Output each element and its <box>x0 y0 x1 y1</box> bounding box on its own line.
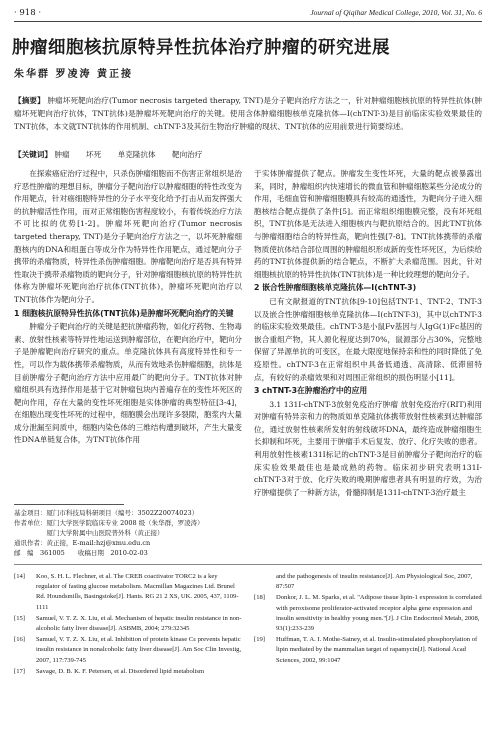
paragraph: 3.1 131I-chTNT-3放射免疫治疗肿瘤 放射免疫治疗(RIT)利用对肿瘤有特异亲和力的物质如单克隆抗体携带放射性核素到达肿瘤部位，通过放射性核素所发射的射线破坏DNA，最终造成肿瘤细胞生长抑制和坏死，主要用于肿瘤手术后复发、放疗、化疗失败的患者。利用放射性核素131I标记的chTNT-3是目前肿瘤分子靶向治疗的临床实验效果最佳也是最成熟的药物。临床初步研究表明131I-chTNT-3对于放、化疗失败的晚期肿瘤患者具有明显的疗效，为治疗肿瘤提供了一种新方法，骨髓抑制是131I-chTNT-3治疗最主 <box>254 399 482 497</box>
reference-number: [17] <box>14 667 25 675</box>
reference-text: Samuel, V. T. Z. X. Liu, et al. Mechanism of hepatic insulin resistance in non-alcoholic fatty liver disease[J]. ASBMB, 2004; 279:32345 <box>36 614 242 633</box>
reference-item <box>14 667 242 677</box>
reference-text: Donkor, J. L. M. Sparks, et al. "Adipose tissue lipin-1 expression is correlated with peroxisome proliferator-activated receptor alpha gene expression and insulin sensitivity in healthy young men."[J]. J Clin Endocrinol Metab, 2008, 93(1):233-239 <box>276 594 482 633</box>
paragraph: 已有文献报道的TNT抗体[9-10]包括TNT-1、TNT-2、TNT-3以及嵌合性肿瘤细胞核单克隆抗体—I(chTNT-3)，其中以chTNT-3的临床实验效果最佳。chTNT-3是小鼠Fv基因与人IgG(1)Fc基因的嵌合重组产物，其人源化程度达到70%，鼠源部分占30%，完整地保留了异源单抗的可变区，在最大限度地保持亲和性的同时降低了免疫原性。chTNT-3在正常组织中具备低通透、高清除、低滞留特点，有较好的杀瘤效果和对周围正常组织的损伤明显小[11]。 <box>254 296 482 382</box>
section-heading: 3 chTNT-3在肿瘤治疗中的应用 <box>254 386 368 396</box>
references-left <box>14 572 242 678</box>
reference-number: [14] <box>14 573 25 580</box>
body-column-right <box>254 168 482 499</box>
footnote-rule <box>14 504 124 505</box>
journal-header: Journal of Qiqihar Medical College, 2010, Vol. 31, No. 6 <box>310 8 482 17</box>
reference-number: [18] <box>254 594 265 602</box>
keywords <box>14 149 482 160</box>
abstract-label: 【摘要】 <box>14 96 45 105</box>
reference-item <box>14 614 242 634</box>
reference-text: Savage, D. B. K. F. Petersen, et al. Disordered lipid metabolism <box>36 667 205 675</box>
reference-item <box>254 593 482 634</box>
keywords-label: 【关键词】 <box>14 150 52 159</box>
reference-text: Huffman, T. A. I. Mothe-Satney, et al. Insulin-stimulated phosphorylation of lipin mediated by the mammalian target of rapamycin[J]. National Acad Sciences, 2002, 99:1047 <box>276 636 478 664</box>
section-heading: 2 嵌合性肿瘤细胞核单克隆抗体—I(chTNT-3) <box>254 283 417 293</box>
section-heading: 1 细胞核抗原特异性抗体(TNT抗体)是肿瘤坏死靶向治疗的关键 <box>14 308 234 318</box>
authors: 朱华群 罗凌涛 黄正接 <box>14 69 133 80</box>
footnote-line: 基金项目：厦门市科技局科研项目（编号：3502Z20074023） <box>14 509 199 517</box>
keyword: 坏死 <box>86 150 102 159</box>
reference-number: [15] <box>14 614 25 622</box>
reference-number: [16] <box>14 636 25 644</box>
reference-text: Samuel, V. T. Z. X. Liu, et al. Inhibition of protein kinase Cε prevents hepatic insulin resistance in nonalcoholic fatty liver disease[J]. Am Soc Clin Investig, 2007, 117:739-745 <box>36 636 242 664</box>
reference-text: Koo, S. H. L. Flechner, et al. The CREB coactivator TORC2 is a key regulator of fasting glucose metabolism. Macmillan Magazines Ltd. Brunel Rd. Houndsmills, Basingstoke[J]. Hants. RG 21 2 XS, UK. 2005, 437, 1109-1111 <box>36 573 239 611</box>
reference-item <box>254 572 482 592</box>
paragraph: 在探索癌症治疗过程中，只杀伤肿瘤细胞而不伤害正常组织是治疗恶性肿瘤的理想目标，肿瘤分子靶向治疗以肿瘤细胞的特性改变为作用靶点，针对癌细胞特异性的分子水平变化给予打击从而发挥强大的抗肿瘤活性作用，而对正常细胞伤害程度较小，有着传统治疗方法不可比拟的优势[1-2]。肿瘤坏死靶向治疗(Tumor necrosis targeted therapy, TNT)是分子靶向治疗方法之一，以坏死肿瘤细胞核内的DNA和组蛋白等成分作为特异性作用靶点，通过靶向分子携带的杀瘤物质，特异性杀伤肿瘤细胞。肿瘤靶向治疗是否具有特异性取决于携带杀瘤物质的靶向分子，针对肿瘤细胞核抗原的特异性抗体称为肿瘤坏死靶向治疗抗体(TNT抗体)，肿瘤坏死靶向治疗以TNT抗体作为靶向分子。 <box>14 169 242 304</box>
reference-item <box>14 635 242 666</box>
reference-text: and the pathogenesis of insulin resistance[J]. Am Physiological Soc, 2007, 87:507 <box>276 573 473 591</box>
footnote-line: 邮 编 361005 收稿日期 2010-02-03 <box>14 549 148 557</box>
footnote <box>14 508 239 558</box>
references-right <box>254 572 482 667</box>
footnote-line: 作者单位：厦门大学医学院临床专业 2008 级（朱华群，罗凌涛） <box>14 519 204 527</box>
paragraph: 肿瘤分子靶向治疗的关键是把抗肿瘤药物，如化疗药物、生物毒素、放射性核素等特异性地运送到肿瘤部位，在靶向治疗中，靶向分子是肿瘤靶向治疗研究的重点。单克隆抗体具有高度特异性和专一性，可以作为载体携带杀瘤物质，从而有效地杀伤肿瘤细胞，抗体是目前肿瘤分子靶向治疗方法中应用最广的靶向分子。TNT抗体对肿瘤组织具有选择作用是基于它对肿瘤包块内普遍存在的变性坏死区的靶向作用，存在大量的变性坏死细胞是实体肿瘤的典型特征[3-4]，在细胞出现变性坏死的过程中，细胞膜会出现许多裂隙，胞浆内大量成分泄漏至间质中，细胞内染色体的三维结构遭到破坏，产生大量变性DNA单链复合体，为TNT抗体作用 <box>14 322 242 445</box>
body-column-left <box>14 168 242 447</box>
paragraph: 于实体肿瘤提供了靶点。肿瘤发生变性坏死，大量的靶点被暴露出来，同时，肿瘤组织内快速增长的微血管和肿瘤细胞某些分泌成分的作用，毛细血管和肿瘤细胞膜具有较高的通透性，为靶向分子进入细胞核结合靶点提供了条件[5]。而正常组织细胞膜完整，没有坏死组织，TNT抗体是无法进入细胞核内与靶抗原结合的。因此TNT抗体与肿瘤细胞结合的特异性高，靶向性强[7-8]。TNT抗体携带的杀瘤物质使抗体结合部位周围的肿瘤组织形成新的变性坏死区，为后续给药的TNT抗体提供新的结合靶点，不断扩大杀瘤范围。因此，针对细胞核抗原的特异性抗体(TNT抗体)是一种比较理想的靶向分子。 <box>254 169 482 279</box>
reference-number: [19] <box>254 636 265 644</box>
keyword: 单克隆抗体 <box>117 150 156 159</box>
abstract-text: 肿瘤坏死靶向治疗(Tumor necrosis targeted therapy, TNT)是分子靶向治疗方法之一，针对肿瘤细胞核抗原的特异性抗体(肿瘤坏死靶向治疗抗体，TNT抗体)是肿瘤坏死靶向治疗的关键。使用含体肿瘤细胞核单克隆抗体—I(chTNT-3)是目前临床实验效果最佳的TNT抗体，本文就TNT抗体的作用机制、chTNT-3及其衍生物治疗肿瘤的现状、TNT抗体的应用前景进行简要综述。 <box>14 96 483 131</box>
reference-number <box>254 572 276 592</box>
keyword: 靶向治疗 <box>172 150 203 159</box>
keyword: 肿瘤 <box>54 150 70 159</box>
reference-item <box>254 635 482 666</box>
footnote-line: 通讯作者：黄正接，E-mail:hzj@xmu.edu.cn <box>14 539 151 547</box>
footnote-line: 厦门大学附属中山医院普外科（黄正接） <box>14 529 164 537</box>
abstract <box>14 94 482 133</box>
article-title: 肿瘤细胞核抗原特异性抗体治疗肿瘤的研究进展 <box>12 38 390 58</box>
reference-item <box>14 572 242 613</box>
header-rule <box>14 21 482 22</box>
page-number: · 918 · <box>14 8 42 18</box>
references-rule <box>14 564 482 565</box>
